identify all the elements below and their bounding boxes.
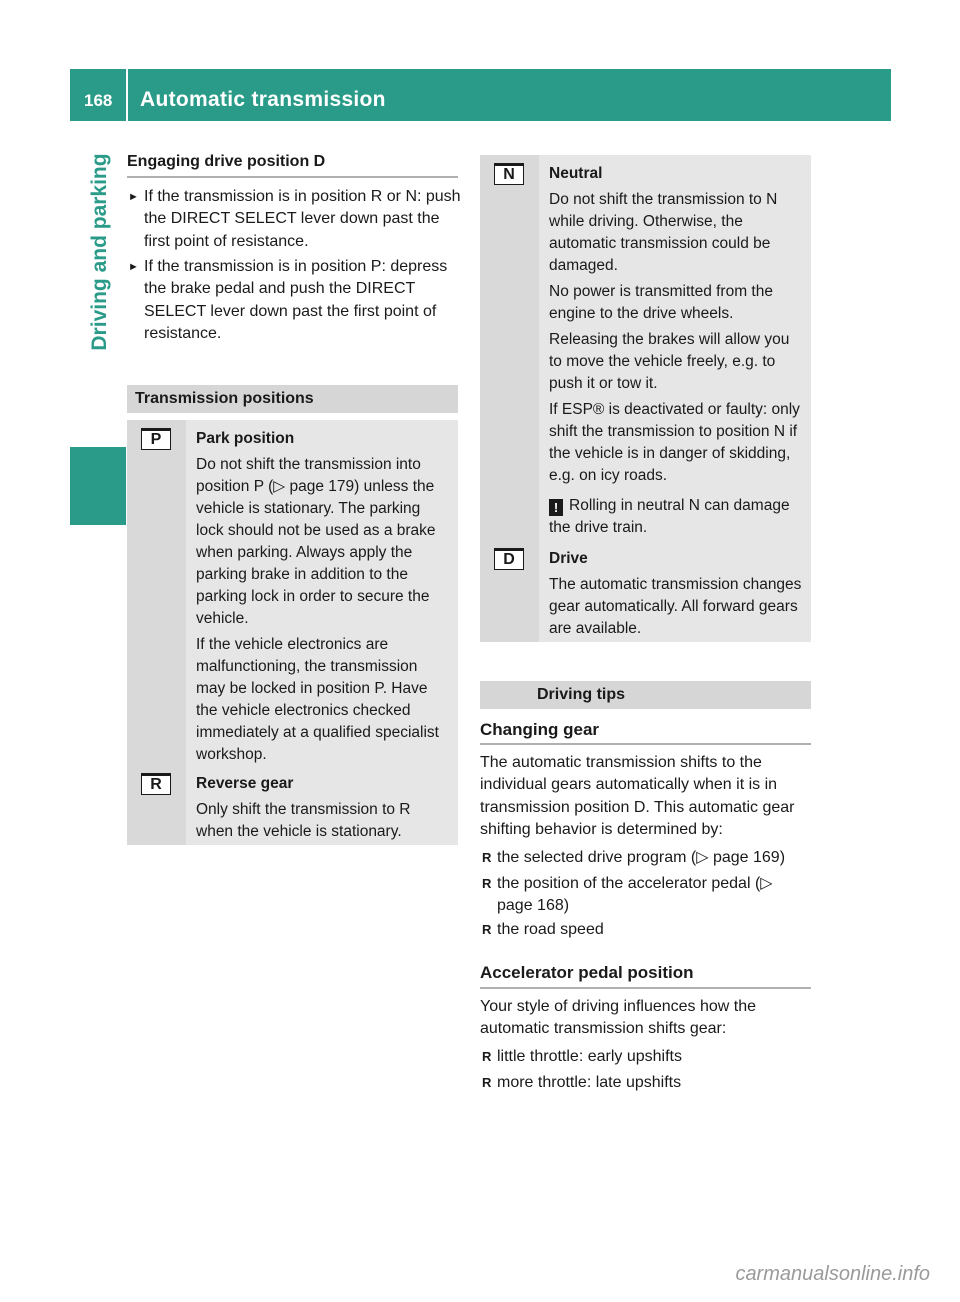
neutral-text-1: Do not shift the transmission to N while driving. Otherwise, the automatic transmission could be damaged.	[549, 191, 778, 274]
row-drive	[480, 540, 811, 642]
engage-step-1: ► If the transmission is in position R or N: push the DIRECT SELECT lever down past the first point of resistance.	[128, 188, 461, 250]
gear-p-icon: P	[141, 428, 171, 450]
step-arrow-icon: ►	[128, 261, 139, 273]
engage-title: Engaging drive position D	[127, 153, 326, 170]
gear-d-icon: D	[494, 548, 524, 570]
step-arrow-icon: ►	[128, 191, 139, 203]
drive-content	[549, 548, 803, 644]
gear-r-icon: R	[141, 773, 171, 795]
bullet-icon: R	[482, 1049, 492, 1064]
accelerator-title: Accelerator pedal position	[480, 963, 694, 982]
reverse-title: Reverse gear	[196, 775, 294, 792]
park-content	[196, 428, 450, 770]
driving-tips-heading: Driving tips	[480, 681, 811, 709]
engage-rule	[127, 176, 458, 178]
watermark: carmanualsonline.info	[735, 1263, 930, 1285]
page-number: 168	[84, 91, 113, 110]
list-item: R the selected drive program (▷ page 169)	[497, 847, 807, 869]
bullet-icon: R	[482, 876, 492, 891]
gear-cell	[127, 765, 186, 845]
bullet-icon: R	[482, 1075, 492, 1090]
positions-heading: Transmission positions	[127, 385, 458, 413]
neutral-title: Neutral	[549, 165, 603, 182]
row-neutral	[480, 155, 811, 540]
page-title: Automatic transmission	[140, 88, 386, 111]
changing-gear-title: Changing gear	[480, 720, 600, 739]
park-title: Park position	[196, 430, 295, 447]
bullet-icon: R	[482, 850, 492, 865]
side-tab-marker	[70, 447, 126, 525]
side-chapter-text: Driving and parking	[88, 153, 111, 351]
drive-title: Drive	[549, 550, 588, 567]
gear-cell	[127, 420, 186, 765]
page-header	[70, 69, 891, 121]
gear-cell	[480, 540, 539, 642]
changing-gear-intro: The automatic transmission shifts to the individual gears automatically when it is in transmission position D. This automatic gear shifting behavior is determined by:	[480, 754, 795, 838]
accelerator-rule	[480, 987, 811, 989]
list-item: R the position of the accelerator pedal (▷ page 168)	[482, 875, 773, 915]
neutral-text-2: No power is transmitted from the engine to the drive wheels.	[549, 283, 773, 322]
neutral-text-3: Releasing the brakes will allow you to move the vehicle freely, e.g. to push it or tow it.	[549, 331, 790, 392]
list-item: R the road speed	[497, 919, 807, 941]
list-item: R more throttle: late upshifts	[497, 1072, 807, 1094]
neutral-text-4: If ESP® is deactivated or faulty: only shift the transmission to position N if the vehicle is in danger of skidding, e.g. on icy roads.	[549, 401, 800, 484]
changing-gear-rule	[480, 743, 811, 745]
gear-n-icon: N	[494, 163, 524, 185]
park-text-1: Do not shift the transmission into position P (▷ page 179) unless the vehicle is stationary. The parking lock should not be used as a brake when parking. Always apply the parking brake in addition to the parking lock in order to secure the vehicle.	[196, 456, 436, 627]
warning-icon: !	[549, 499, 563, 516]
reverse-content	[196, 773, 450, 847]
reverse-text-1: Only shift the transmission to R when the vehicle is stationary.	[196, 801, 411, 840]
park-text-2: If the vehicle electronics are malfunctioning, the transmission may be locked in position P. Have the vehicle electronics checked immediately at a qualified specialist workshop.	[196, 636, 439, 763]
list-item: R little throttle: early upshifts	[497, 1046, 807, 1068]
neutral-content	[549, 163, 803, 543]
engage-step-2: ► If the transmission is in position P: depress the brake pedal and push the DIRECT SELECT lever down past the first point of resistance.	[128, 258, 448, 342]
gear-cell	[480, 155, 539, 540]
bullet-icon: R	[482, 922, 492, 937]
neutral-warning: ! Rolling in neutral N can damage the drive train.	[549, 497, 790, 536]
drive-text-1: The automatic transmission changes gear automatically. All forward gears are available.	[549, 576, 802, 637]
header-divider	[126, 69, 128, 121]
row-reverse	[127, 765, 458, 845]
accelerator-intro: Your style of driving influences how the automatic transmission shifts gear:	[480, 998, 757, 1038]
row-park	[127, 420, 458, 765]
